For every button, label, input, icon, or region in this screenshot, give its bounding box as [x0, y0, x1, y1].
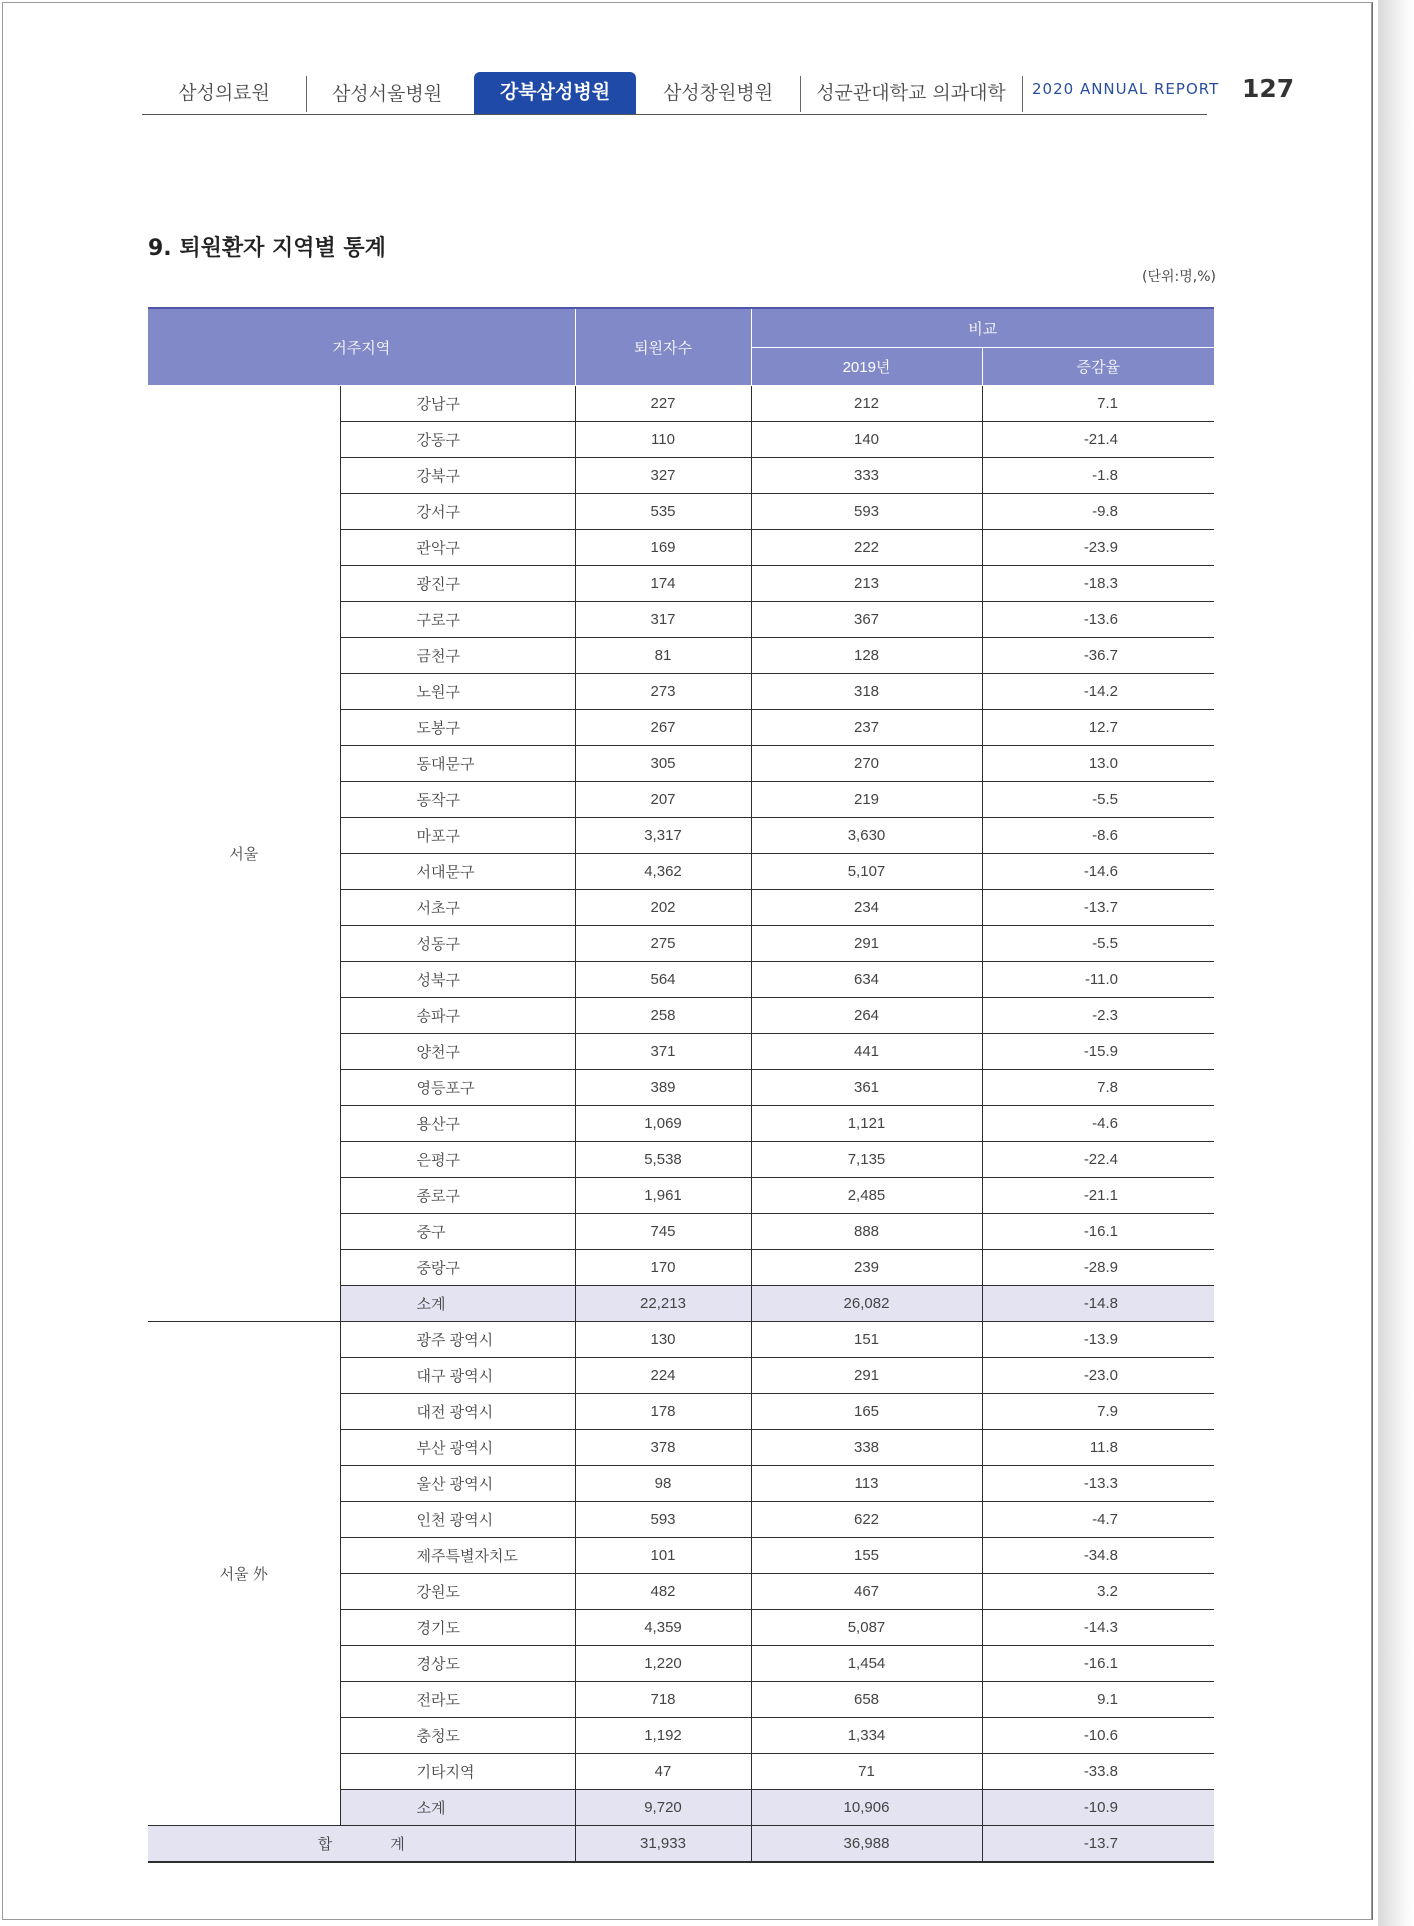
district-cell: 서초구: [340, 890, 575, 926]
discharged-cell: 273: [575, 674, 751, 710]
rate-cell: -23.9: [982, 530, 1214, 566]
year-2019-cell: 5,107: [751, 854, 982, 890]
year-2019-cell: 1,121: [751, 1106, 982, 1142]
year-2019-cell: 3,630: [751, 818, 982, 854]
header-discharged: 퇴원자수: [575, 308, 751, 386]
nav-tab-samsung-seoul[interactable]: 삼성서울병원: [331, 83, 443, 105]
section-title: 9. 퇴원환자 지역별 통계: [148, 236, 386, 261]
year-2019-cell: 113: [751, 1466, 982, 1502]
total-year: 36,988: [751, 1826, 982, 1863]
discharged-cell: 593: [575, 1502, 751, 1538]
year-2019-cell: 7,135: [751, 1142, 982, 1178]
total-label: [148, 1826, 575, 1863]
rate-cell: -10.6: [982, 1718, 1214, 1754]
district-cell: 마포구: [340, 818, 575, 854]
district-cell: 종로구: [340, 1178, 575, 1214]
rate-cell: -18.3: [982, 566, 1214, 602]
year-2019-cell: 634: [751, 962, 982, 998]
year-2019-cell: 151: [751, 1322, 982, 1358]
page-number: 127: [1242, 74, 1295, 103]
table-row: [148, 1322, 1214, 1358]
year-2019-cell: 622: [751, 1502, 982, 1538]
discharged-cell: 305: [575, 746, 751, 782]
discharged-cell: 718: [575, 1682, 751, 1718]
district-cell: 제주특별자치도: [340, 1538, 575, 1574]
discharged-cell: 258: [575, 998, 751, 1034]
discharged-cell: 267: [575, 710, 751, 746]
nav-tab-skku-medicine[interactable]: 성균관대학교 의과대학: [800, 76, 1023, 112]
report-label: 2020 ANNUAL REPORT: [1032, 80, 1220, 98]
district-cell: 성북구: [340, 962, 575, 998]
district-cell: 강북구: [340, 458, 575, 494]
rate-cell: -2.3: [982, 998, 1214, 1034]
year-2019-cell: 2,485: [751, 1178, 982, 1214]
rate-cell: 3.2: [982, 1574, 1214, 1610]
rate-cell: -9.8: [982, 494, 1214, 530]
district-cell: 강남구: [340, 386, 575, 422]
rate-cell: -34.8: [982, 1538, 1214, 1574]
nav-tab-kangbuk-samsung[interactable]: 강북삼성병원: [474, 72, 636, 114]
discharged-cell: 564: [575, 962, 751, 998]
year-2019-cell: 165: [751, 1394, 982, 1430]
header-rate: 증감율: [982, 348, 1214, 386]
discharged-cell: 745: [575, 1214, 751, 1250]
district-cell: 영등포구: [340, 1070, 575, 1106]
discharged-cell: 47: [575, 1754, 751, 1790]
rate-cell: 11.8: [982, 1430, 1214, 1466]
discharged-cell: 371: [575, 1034, 751, 1070]
rate-cell: -13.6: [982, 602, 1214, 638]
total-rate: -13.7: [982, 1826, 1214, 1863]
rate-cell: -14.6: [982, 854, 1214, 890]
year-2019-cell: 71: [751, 1754, 982, 1790]
rate-cell: -15.9: [982, 1034, 1214, 1070]
district-cell: 송파구: [340, 998, 575, 1034]
subtotal-rate: -14.8: [982, 1286, 1214, 1322]
rate-cell: -36.7: [982, 638, 1214, 674]
rate-cell: 7.9: [982, 1394, 1214, 1430]
rate-cell: 13.0: [982, 746, 1214, 782]
discharged-cell: 1,069: [575, 1106, 751, 1142]
nav-tab-samsung-changwon[interactable]: 삼성창원병원: [636, 76, 801, 112]
discharged-cell: 178: [575, 1394, 751, 1430]
rate-cell: -5.5: [982, 926, 1214, 962]
year-2019-cell: 367: [751, 602, 982, 638]
rate-cell: -1.8: [982, 458, 1214, 494]
district-cell: 동대문구: [340, 746, 575, 782]
rate-cell: 7.1: [982, 386, 1214, 422]
discharged-cell: 1,192: [575, 1718, 751, 1754]
year-2019-cell: 213: [751, 566, 982, 602]
rate-cell: -16.1: [982, 1646, 1214, 1682]
year-2019-cell: 593: [751, 494, 982, 530]
rate-cell: -4.7: [982, 1502, 1214, 1538]
subtotal-label: 소계: [340, 1286, 575, 1322]
rate-cell: -11.0: [982, 962, 1214, 998]
rate-cell: 7.8: [982, 1070, 1214, 1106]
year-2019-cell: 361: [751, 1070, 982, 1106]
year-2019-cell: 140: [751, 422, 982, 458]
discharged-cell: 81: [575, 638, 751, 674]
rate-cell: -33.8: [982, 1754, 1214, 1790]
year-2019-cell: 128: [751, 638, 982, 674]
district-cell: 양천구: [340, 1034, 575, 1070]
discharged-cell: 174: [575, 566, 751, 602]
region-cell: 서울 外: [148, 1322, 340, 1826]
subtotal-discharged: 9,720: [575, 1790, 751, 1826]
rate-cell: -21.4: [982, 422, 1214, 458]
rate-cell: -13.7: [982, 890, 1214, 926]
district-cell: 강원도: [340, 1574, 575, 1610]
year-2019-cell: 1,454: [751, 1646, 982, 1682]
year-2019-cell: 338: [751, 1430, 982, 1466]
district-cell: 울산 광역시: [340, 1466, 575, 1502]
district-cell: 성동구: [340, 926, 575, 962]
discharged-cell: 170: [575, 1250, 751, 1286]
district-cell: 강서구: [340, 494, 575, 530]
year-2019-cell: 1,334: [751, 1718, 982, 1754]
district-cell: 대구 광역시: [340, 1358, 575, 1394]
discharged-cell: 4,359: [575, 1610, 751, 1646]
district-cell: 노원구: [340, 674, 575, 710]
rate-cell: -16.1: [982, 1214, 1214, 1250]
discharged-cell: 110: [575, 422, 751, 458]
header-compare: 비교: [751, 308, 1214, 348]
discharged-cell: 1,961: [575, 1178, 751, 1214]
district-cell: 광주 광역시: [340, 1322, 575, 1358]
discharged-cell: 169: [575, 530, 751, 566]
year-2019-cell: 264: [751, 998, 982, 1034]
year-2019-cell: 658: [751, 1682, 982, 1718]
discharged-cell: 317: [575, 602, 751, 638]
nav-tab-samsung-medical[interactable]: 삼성의료원: [142, 76, 307, 112]
discharged-cell: 535: [575, 494, 751, 530]
subtotal-year: 10,906: [751, 1790, 982, 1826]
rate-cell: -22.4: [982, 1142, 1214, 1178]
year-2019-cell: 318: [751, 674, 982, 710]
district-cell: 경상도: [340, 1646, 575, 1682]
year-2019-cell: 291: [751, 926, 982, 962]
district-cell: 중구: [340, 1214, 575, 1250]
year-2019-cell: 888: [751, 1214, 982, 1250]
year-2019-cell: 270: [751, 746, 982, 782]
total-label-a: 합: [317, 1836, 333, 1853]
year-2019-cell: 234: [751, 890, 982, 926]
district-cell: 동작구: [340, 782, 575, 818]
year-2019-cell: 237: [751, 710, 982, 746]
rate-cell: -13.9: [982, 1322, 1214, 1358]
discharged-cell: 327: [575, 458, 751, 494]
year-2019-cell: 212: [751, 386, 982, 422]
header-year: 2019년: [751, 348, 982, 386]
rate-cell: -23.0: [982, 1358, 1214, 1394]
discharged-cell: 482: [575, 1574, 751, 1610]
header-region: 거주지역: [148, 308, 575, 386]
rate-cell: -13.3: [982, 1466, 1214, 1502]
discharged-cell: 227: [575, 386, 751, 422]
year-2019-cell: 239: [751, 1250, 982, 1286]
rate-cell: -8.6: [982, 818, 1214, 854]
district-cell: 기타지역: [340, 1754, 575, 1790]
district-cell: 관악구: [340, 530, 575, 566]
rate-cell: -5.5: [982, 782, 1214, 818]
subtotal-year: 26,082: [751, 1286, 982, 1322]
year-2019-cell: 441: [751, 1034, 982, 1070]
year-2019-cell: 5,087: [751, 1610, 982, 1646]
rate-cell: -28.9: [982, 1250, 1214, 1286]
district-cell: 구로구: [340, 602, 575, 638]
discharged-cell: 130: [575, 1322, 751, 1358]
discharged-cell: 389: [575, 1070, 751, 1106]
district-cell: 충청도: [340, 1718, 575, 1754]
discharged-cell: 202: [575, 890, 751, 926]
district-cell: 전라도: [340, 1682, 575, 1718]
page-edge-shadow: [1378, 0, 1414, 1926]
district-cell: 대전 광역시: [340, 1394, 575, 1430]
discharged-cell: 275: [575, 926, 751, 962]
district-cell: 서대문구: [340, 854, 575, 890]
total-discharged: 31,933: [575, 1826, 751, 1863]
region-cell: 서울: [148, 386, 340, 1322]
district-cell: 인천 광역시: [340, 1502, 575, 1538]
discharged-cell: 3,317: [575, 818, 751, 854]
table-row: [148, 386, 1214, 422]
subtotal-label: 소계: [340, 1790, 575, 1826]
rate-cell: -14.2: [982, 674, 1214, 710]
district-cell: 부산 광역시: [340, 1430, 575, 1466]
discharged-cell: 101: [575, 1538, 751, 1574]
rate-cell: -4.6: [982, 1106, 1214, 1142]
year-2019-cell: 222: [751, 530, 982, 566]
district-cell: 경기도: [340, 1610, 575, 1646]
subtotal-rate: -10.9: [982, 1790, 1214, 1826]
district-cell: 용산구: [340, 1106, 575, 1142]
discharged-cell: 4,362: [575, 854, 751, 890]
district-cell: 금천구: [340, 638, 575, 674]
rate-cell: -14.3: [982, 1610, 1214, 1646]
district-cell: 광진구: [340, 566, 575, 602]
unit-label: (단위:명,%): [1142, 269, 1216, 285]
year-2019-cell: 467: [751, 1574, 982, 1610]
discharged-cell: 207: [575, 782, 751, 818]
year-2019-cell: 155: [751, 1538, 982, 1574]
rate-cell: -21.1: [982, 1178, 1214, 1214]
discharged-cell: 98: [575, 1466, 751, 1502]
rate-cell: 9.1: [982, 1682, 1214, 1718]
district-cell: 중랑구: [340, 1250, 575, 1286]
subtotal-discharged: 22,213: [575, 1286, 751, 1322]
discharge-region-table: [148, 307, 1214, 1863]
rate-cell: 12.7: [982, 710, 1214, 746]
discharged-cell: 5,538: [575, 1142, 751, 1178]
year-2019-cell: 333: [751, 458, 982, 494]
district-cell: 도봉구: [340, 710, 575, 746]
discharged-cell: 224: [575, 1358, 751, 1394]
total-label-b: 계: [390, 1836, 405, 1853]
district-cell: 강동구: [340, 422, 575, 458]
discharged-cell: 378: [575, 1430, 751, 1466]
year-2019-cell: 219: [751, 782, 982, 818]
year-2019-cell: 291: [751, 1358, 982, 1394]
total-row: [148, 1826, 1214, 1863]
discharged-cell: 1,220: [575, 1646, 751, 1682]
district-cell: 은평구: [340, 1142, 575, 1178]
